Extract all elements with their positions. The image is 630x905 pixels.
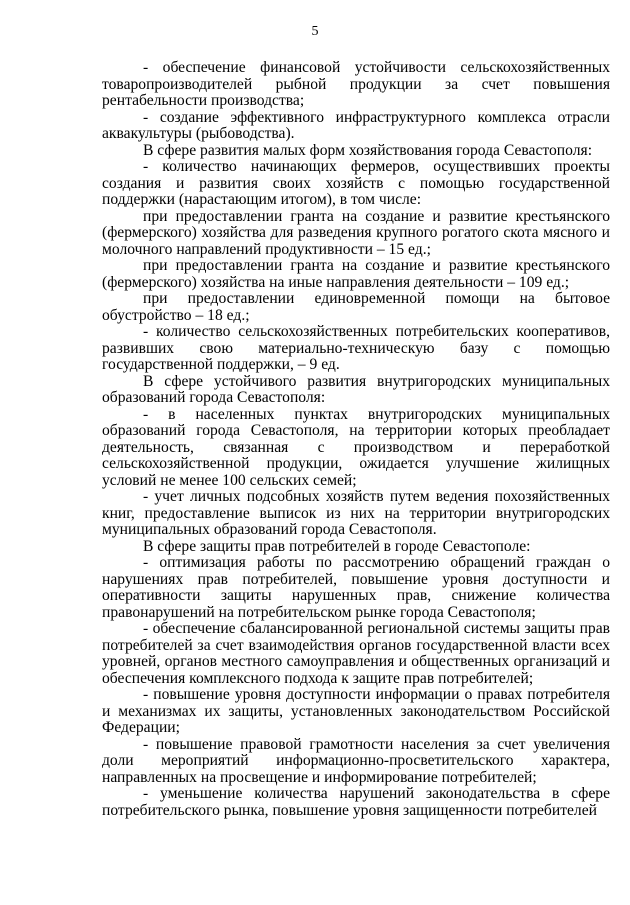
paragraph-one-time-assistance: при предоставлении единовременной помощи на бытовое обустройство – 18 ед.;	[102, 290, 610, 324]
paragraph-legal-literacy: - повышение правовой грамотности населения за счет увеличения доли мероприятий информационно-просветительского характера, направленных на просвещение и информирование потребителей;	[102, 735, 610, 786]
paragraph-cooperatives-count: - количество сельскохозяйственных потребительских кооперативов, развивших свою материально-техническую базу с помощью государственной поддержки, – 9 ед.	[102, 323, 610, 373]
paragraph-housing-improvement: - в населенных пунктах внутригородских муниципальных образований города Севастополя, на территории которых преобладает деятельность, связанная с производством и переработкой сельскохозяйственной продукции, ожидается улучшение жилищных условий не менее 100 сельских семей;	[102, 405, 610, 489]
paragraph-violations-reduction: - уменьшение количества нарушений законодательства в сфере потребительского рынка, повышение уровня защищенности потребителей	[102, 785, 610, 819]
page-number: 5	[311, 24, 319, 39]
document-body	[102, 60, 610, 819]
paragraph-consumer-rights-heading: В сфере защиты прав потребителей в городе Севастополе:	[143, 537, 531, 555]
paragraph-aquaculture-infrastructure: - создание эффективного инфраструктурного комплекса отрасли аквакультуры (рыбоводства).	[102, 108, 610, 142]
paragraph-fish-production-stability: - обеспечение финансовой устойчивости сельскохозяйственных товаропроизводителей рыбной продукции за счет повышения рентабельности производства;	[102, 59, 610, 109]
paragraph-complaints-optimization: - оптимизация работы по рассмотрению обращений граждан о нарушениях прав потребителей, повышение уровня доступности и оперативности защиты нарушенных прав, снижение количества правонарушений на потребительском рынке города Севастополя;	[102, 554, 610, 621]
paragraph-small-farms-heading: В сфере развития малых форм хозяйствования города Севастополя:	[143, 141, 593, 159]
paragraph-grant-other: при предоставлении гранта на создание и развитие крестьянского (фермерского) хозяйства на иные направления деятельности – 109 ед.;	[102, 257, 610, 291]
paragraph-novice-farmers-count: - количество начинающих фермеров, осуществивших проекты создания и развития своих хозяйств с помощью государственной поддержки (нарастающим итогом), в том числе:	[102, 158, 610, 208]
paragraph-regional-system: - обеспечение сбалансированной региональной системы защиты прав потребителей за счет взаимодействия органов государственной власти всех уровней, органов местного самоуправления и общественных организаций и обеспечения комплексного подхода к защите прав потребителей;	[102, 620, 610, 687]
paragraph-household-registry: - учет личных подсобных хозяйств путем ведения похозяйственных книг, предоставление выписок из них на территории внутригородских муниципальных образований города Севастополя.	[102, 488, 610, 538]
paragraph-grant-cattle: при предоставлении гранта на создание и развитие крестьянского (фермерского) хозяйства для разведения крупного рогатого скота мясного и молочного направлений продуктивности – 15 ед.;	[102, 207, 610, 258]
paragraph-municipal-development-heading: В сфере устойчивого развития внутригородских муниципальных образований города Севастополя:	[102, 372, 610, 406]
paragraph-information-access: - повышение уровня доступности информации о правах потребителя и механизмах их защиты, установленных законодательством Российской Федерации;	[102, 686, 610, 736]
